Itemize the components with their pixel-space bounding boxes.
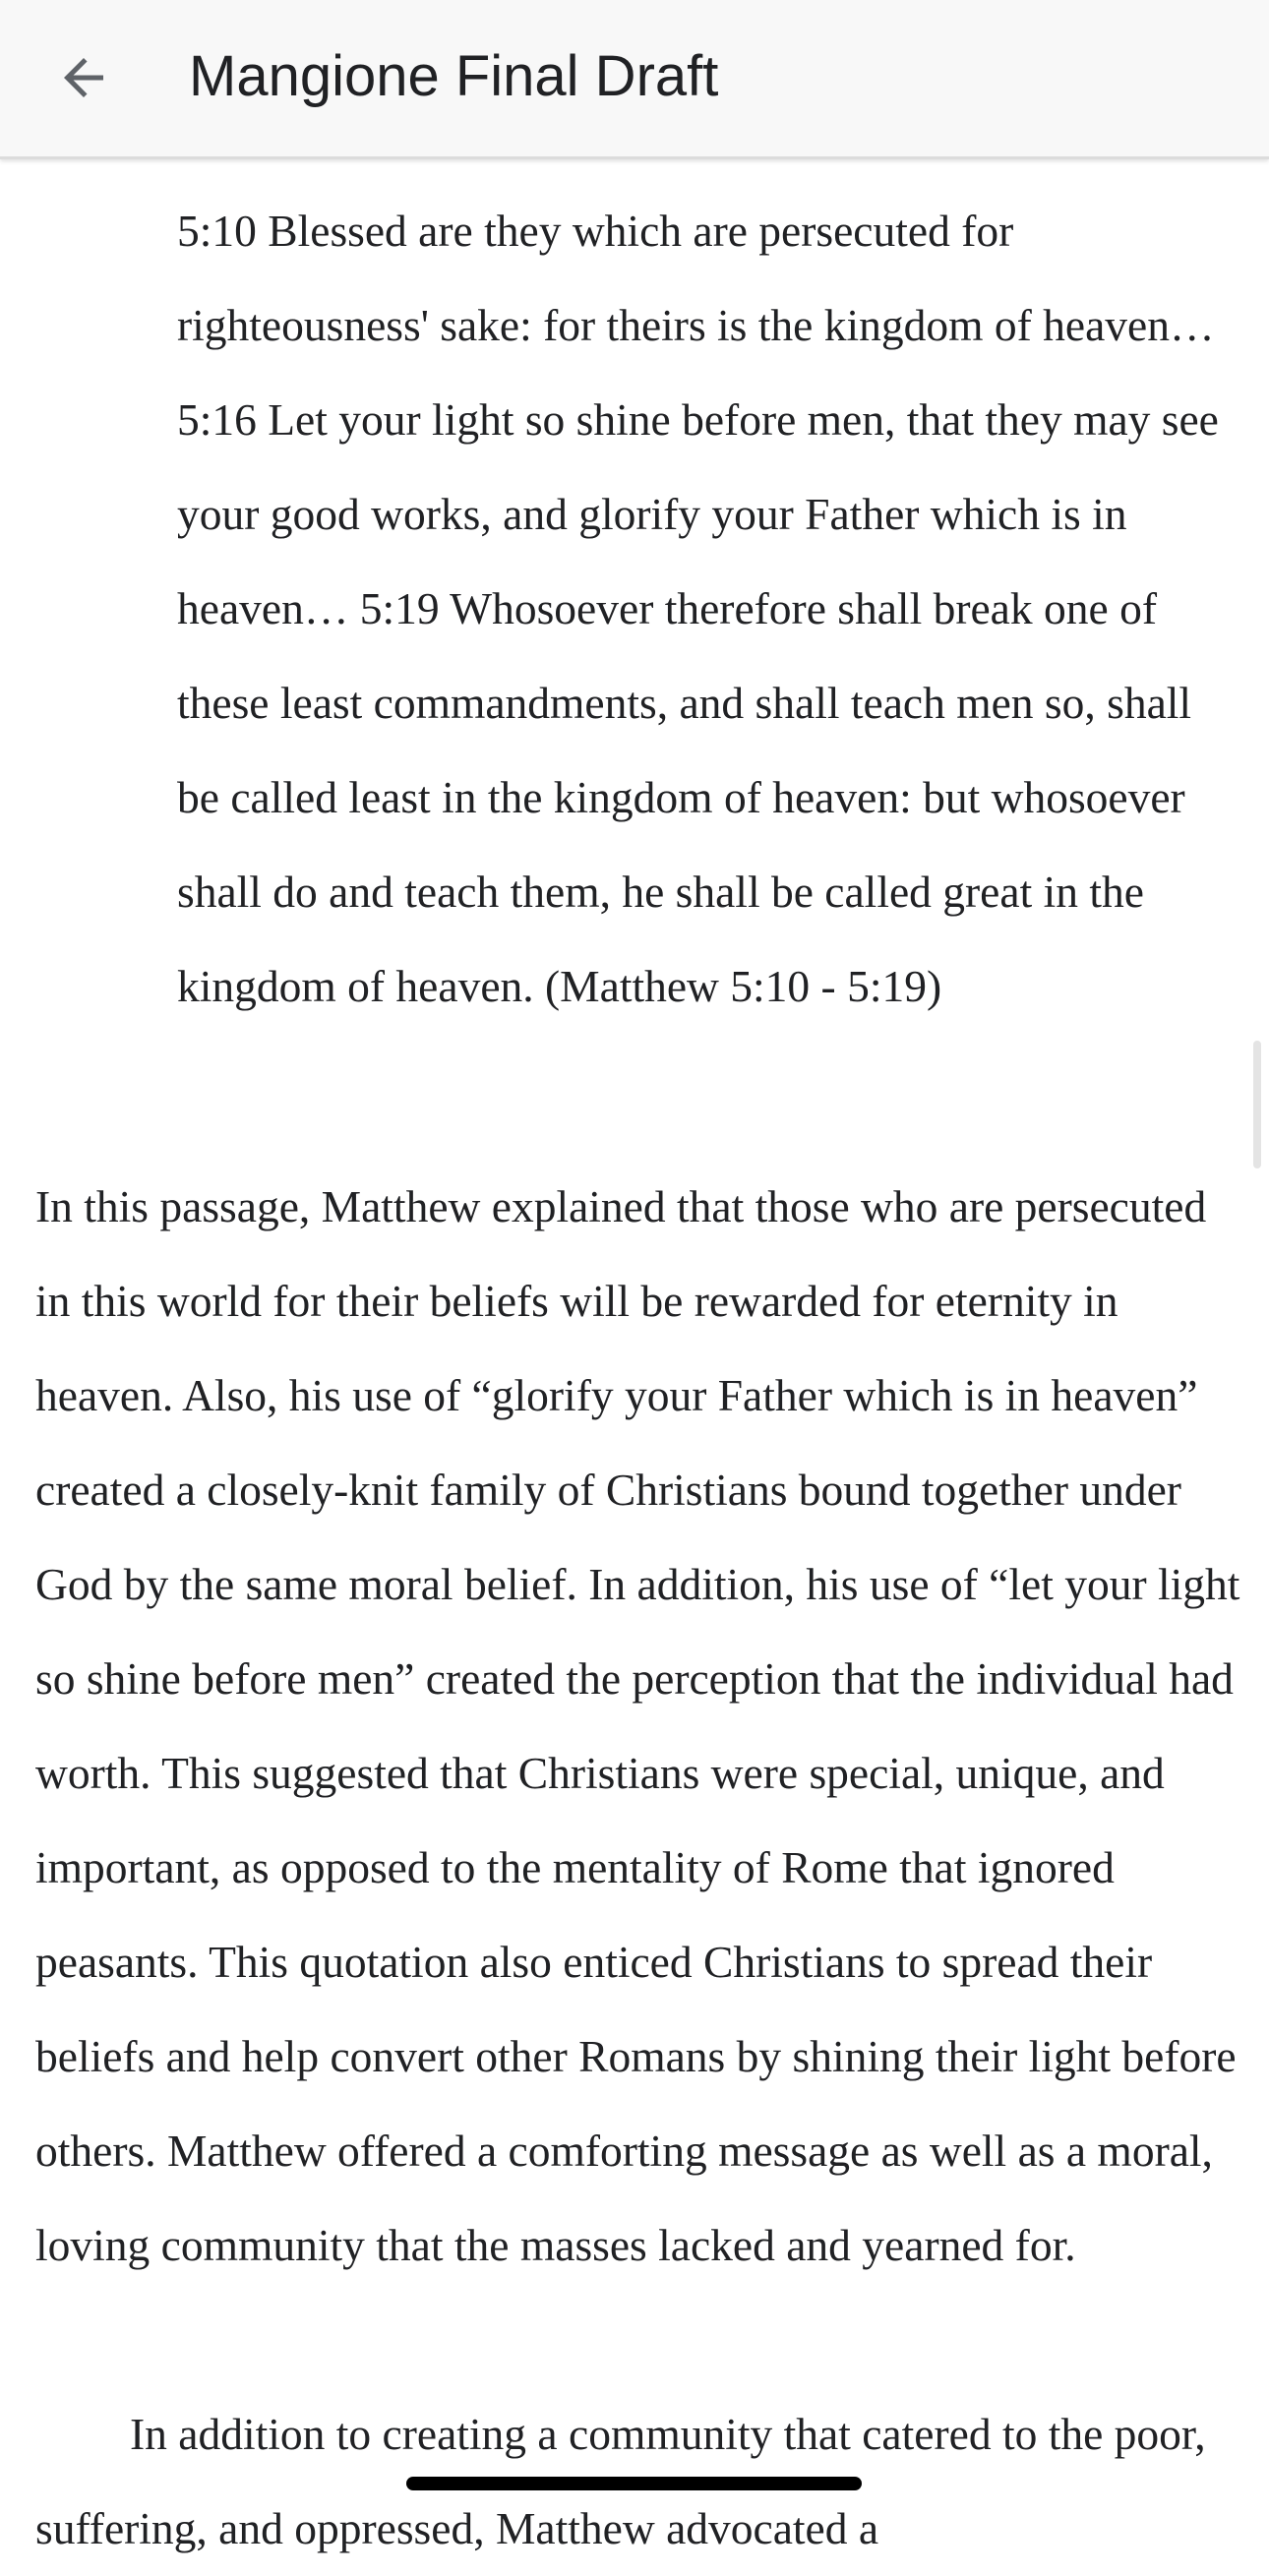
body-paragraph-2: In addition to creating a community that catered to the poor, suffering, and oppressed, Matthew advocated a bbox=[35, 2409, 1206, 2553]
arrow-left-icon bbox=[54, 48, 113, 112]
scrollbar-thumb[interactable] bbox=[1253, 1041, 1261, 1168]
home-indicator[interactable] bbox=[406, 2477, 862, 2490]
body-paragraph-1: In this passage, Matthew explained that those who are persecuted in this world for their beliefs will be rewarded for eternity in heaven. Also, his use of “glorify your Father which is in heaven” created a closely-knit family of Christians bound together under God by the same moral belief. In addition, his use of “let your light so shine before men” created the perception that the individual had worth. This suggested that Christians were special, unique, and important, as opposed to the mentality of Rome that ignored peasants. This quotation also enticed Christians to spread their beliefs and help convert other Romans by shining their light before others. Matthew offered a comforting message as well as a moral, loving community that the masses lacked and yearned for. bbox=[35, 1181, 1240, 2270]
back-button[interactable] bbox=[39, 35, 128, 124]
app-bar bbox=[0, 0, 1269, 159]
block-quote: 5:10 Blessed are they which are persecuted for righteousness' sake: for theirs is the kingdom of heaven… 5:16 Let your light so shine before men, that they may see your good works, and glorify your Father which is in heaven… 5:19 Whosoever therefore shall break one of these least commandments, and shall teach men so, shall be called least in the kingdom of heaven: but whosoever shall do and teach them, he shall be called great in the kingdom of heaven. (Matthew 5:10 - 5:19) bbox=[177, 206, 1219, 1011]
document-title: Mangione Final Draft bbox=[189, 44, 719, 108]
document-body[interactable] bbox=[0, 159, 1269, 2553]
